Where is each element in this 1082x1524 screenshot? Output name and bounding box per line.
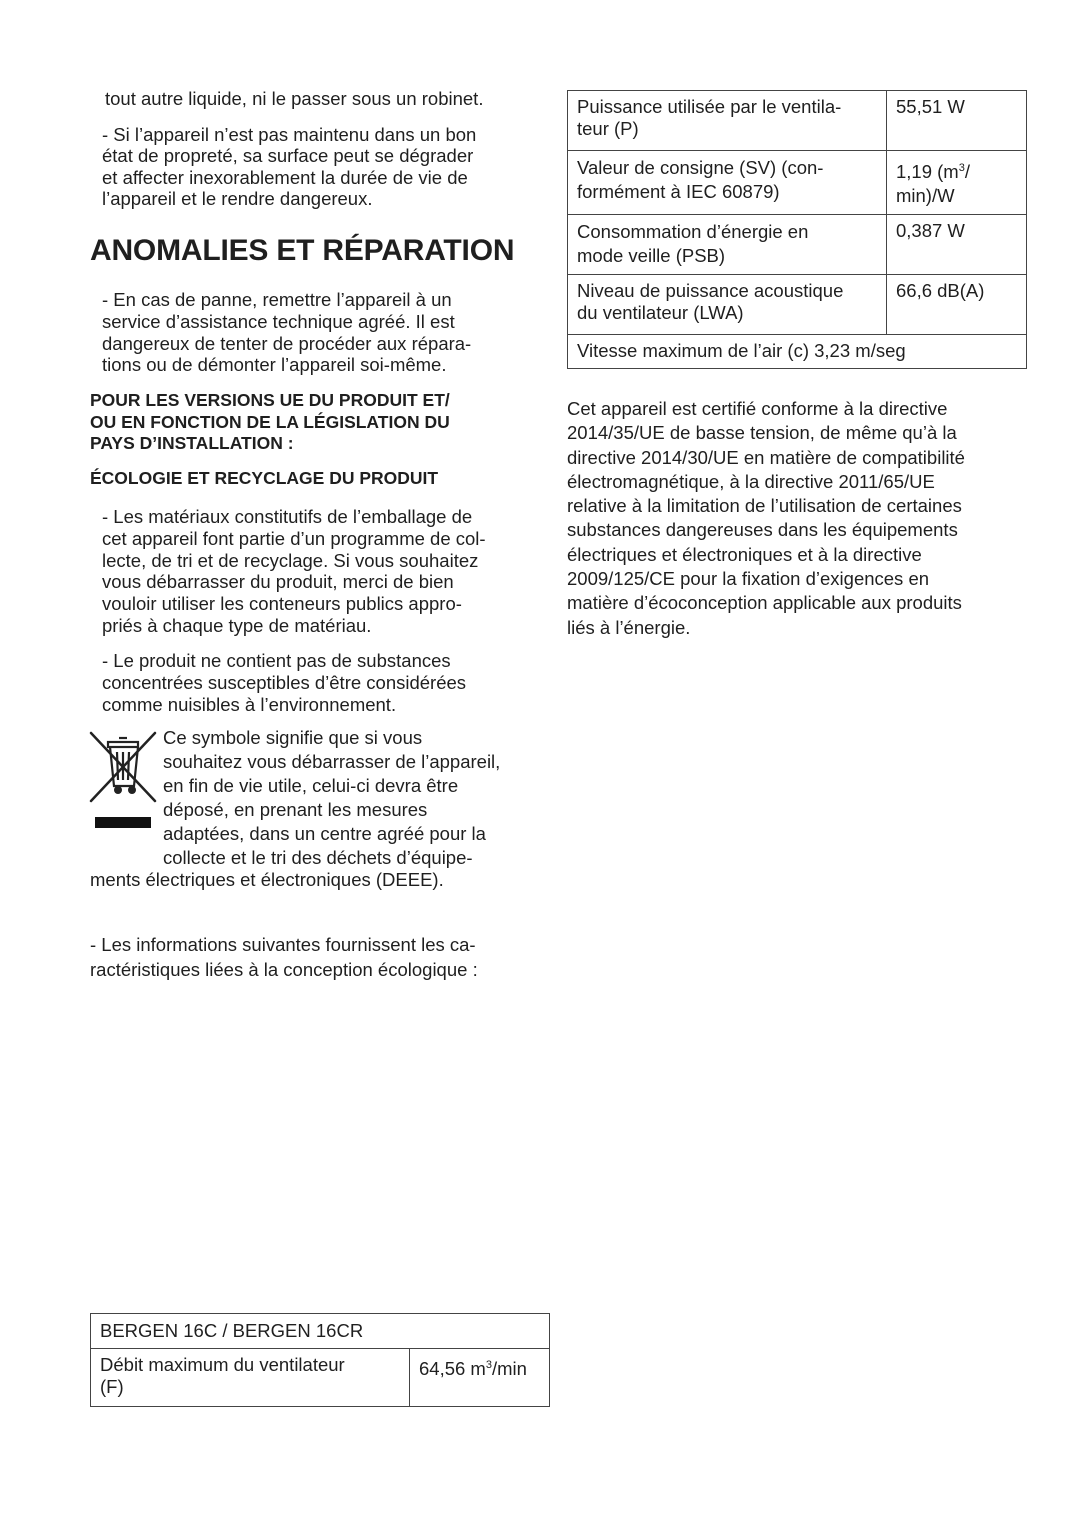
paragraph-substances: - Le produit ne contient pas de substances concentrées susceptibles d’être considérées comme nuisibles à l’environnement. — [102, 650, 467, 715]
max-flow-label: Débit maximum du ventilateur (F) — [91, 1349, 410, 1407]
weee-bar-mark — [95, 817, 151, 828]
paragraph-panne: - En cas de panne, remettre l’appareil à un service d’assistance technique agréé. Il est dangereux de tenter de procéder aux répara- tions ou de démonter l’appareil soi-même. — [102, 289, 472, 376]
heading-ecology: ÉCOLOGIE ET RECYCLAGE DU PRODUIT — [90, 468, 439, 488]
paragraph-cleanliness: - Si l’appareil n’est pas maintenu dans un bon état de propreté, sa surface peut se dégrader et affecter inexorablement la durée de vie de l’appareil et le rendre dangereux. — [102, 124, 477, 209]
fan-power-label: Puissance utilisée par le ventila- teur (P) — [568, 91, 887, 151]
max-flow-value: 64,56 $m^3/\min$ — [410, 1349, 550, 1407]
specs-table — [567, 90, 1027, 369]
paragraph-symbol-end: ments électriques et électroniques (DEEE). — [90, 869, 444, 890]
standby-consumption-label: Consommation d’énergie en mode veille (PSB) — [568, 215, 887, 275]
setpoint-value: 1,19 ($m^3/$ min)/W — [887, 151, 1027, 215]
heading-anomalies: ANOMALIES ET RÉPARATION — [90, 234, 515, 267]
model-table-header: BERGEN 16C / BERGEN 16CR — [91, 1314, 550, 1349]
paragraph-certification: Cet appareil est certifié conforme à la directive 2014/35/UE de basse tension, de même qu’à la directive 2014/30/UE en matière de compatibilité électromagnétique, à la directive 2011/65/UE relative à la limitation de l’utilisation de certaines substances dangereuses dans les équipements électriques et électroniques et à la directive 2009/125/CE pour la fixation d’exigences en matière d’écoconception applicable aux produits liés à l’énergie. — [567, 398, 965, 638]
fan-power-value: 55,51 W — [887, 91, 1027, 151]
model-table — [90, 1313, 550, 1407]
sound-power-label: Niveau de puissance acoustique du ventilateur (LWA) — [568, 275, 887, 335]
paragraph-liquid: tout autre liquide, ni le passer sous un robinet. — [105, 88, 484, 109]
max-air-speed-row: Vitesse maximum de l’air (c) 3,23 m/seg — [568, 335, 1027, 369]
standby-consumption-value: 0,387 W — [887, 215, 1027, 275]
setpoint-label: Valeur de consigne (SV) (con- formément à IEC 60879) — [568, 151, 887, 215]
paragraph-symbol: Ce symbole signifie que si vous souhaitez vous débarrasser de l’appareil, en fin de vie utile, celui-ci devra être déposé, en prenant les mesures adaptées, dans un centre agréé pour la collecte et le tri des déchets d’équipe- — [163, 727, 501, 868]
paragraph-materials: - Les matériaux constitutifs de l’emballage de cet appareil font partie d’un programme de col- lecte, de tri et de recyclage. Si vous souhaitez vous débarrasser du produit, merci de bien vouloir utiliser les conteneurs publics appro- priés à chaque type de matériau. — [102, 506, 486, 636]
crossed-out-wheelie-bin-icon — [88, 728, 158, 806]
sound-power-value: 66,6 dB(A) — [887, 275, 1027, 335]
paragraph-ecodesign-info: - Les informations suivantes fournissent les ca- ractéristiques liées à la conception écologique : — [90, 934, 478, 980]
heading-eu-versions: POUR LES VERSIONS UE DU PRODUIT ET/ OU EN FONCTION DE LA LÉGISLATION DU PAYS D’INSTALLATION : — [90, 390, 450, 453]
